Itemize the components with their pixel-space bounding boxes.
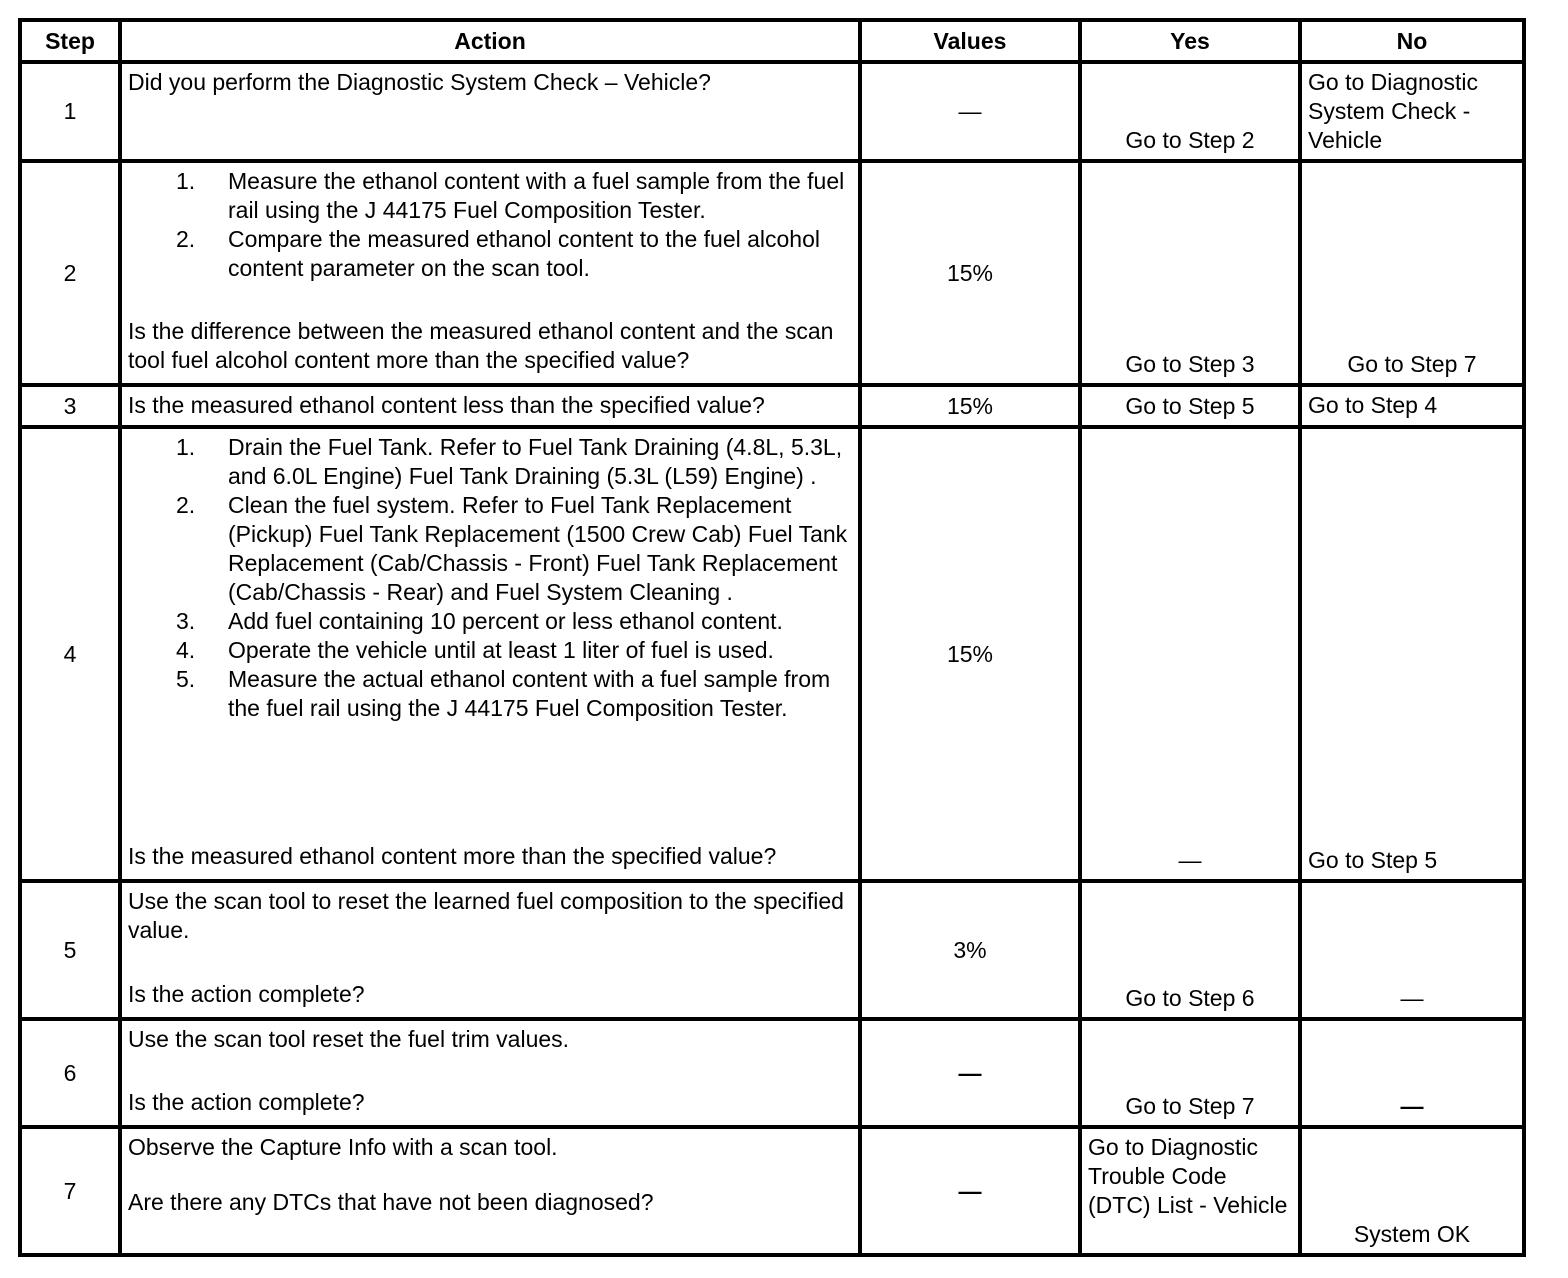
no-cell: System OK (1300, 1127, 1524, 1255)
no-cell: — (1300, 881, 1524, 1019)
table-row (20, 881, 1524, 1019)
list-item: 1. Measure the ethanol content with a fuel sample from the fuel rail using the J 44175 Fuel Composition Tester. (176, 168, 845, 223)
yes-cell: Go to Step 2 (1080, 62, 1300, 161)
step-number: 5 (20, 881, 120, 1019)
diagnostic-table (18, 18, 1526, 1257)
action-cell (120, 1019, 860, 1127)
list-item: 5. Measure the actual ethanol content with a fuel sample from the fuel rail using the J 44175 Fuel Composition Tester. (176, 666, 831, 721)
action-question: Is the action complete? (128, 981, 365, 1007)
table-row (20, 427, 1524, 881)
action-question: Are there any DTCs that have not been diagnosed? (128, 1189, 654, 1215)
list-item: 2. Clean the fuel system. Refer to Fuel Tank Replacement (Pickup) Fuel Tank Replacement (1500 Crew Cab) Fuel Tank Replacement (Cab/Chassis - Front) Fuel Tank Replacement (Cab/Chassis - Rear) and Fuel System Cleaning . (176, 492, 848, 605)
no-cell: — (1300, 1019, 1524, 1127)
yes-cell: Go to Diagnostic Trouble Code (DTC) List - Vehicle (1080, 1127, 1300, 1255)
action-steps-list (128, 167, 852, 283)
value-cell: 15% (860, 385, 1080, 427)
value-cell: 15% (860, 427, 1080, 881)
action-cell (120, 161, 860, 385)
step-number: 2 (20, 161, 120, 385)
table-row (20, 1019, 1524, 1127)
table-row (20, 62, 1524, 161)
step-number: 4 (20, 427, 120, 881)
step-number: 7 (20, 1127, 120, 1255)
yes-cell: Go to Step 6 (1080, 881, 1300, 1019)
action-intro: Use the scan tool to reset the learned fuel composition to the specified value. (128, 888, 844, 943)
yes-cell: Go to Step 5 (1080, 385, 1300, 427)
action-intro: Use the scan tool reset the fuel trim values. (128, 1026, 570, 1052)
action-question: Is the difference between the measured ethanol content and the scan tool fuel alcohol content more than the specified value? (128, 318, 834, 373)
action-cell (120, 881, 860, 1019)
value-cell: 3% (860, 881, 1080, 1019)
header-step: Step (20, 20, 120, 62)
step-number: 6 (20, 1019, 120, 1127)
action-steps-list (128, 433, 852, 723)
value-cell: — (860, 1127, 1080, 1255)
list-item: 1. Drain the Fuel Tank. Refer to Fuel Tank Draining (4.8L, 5.3L, and 6.0L Engine) Fuel Tank Draining (5.3L (L59) Engine) . (176, 434, 843, 489)
no-cell: Go to Step 4 (1300, 385, 1524, 427)
header-action: Action (120, 20, 860, 62)
no-cell: Go to Step 5 (1300, 427, 1524, 881)
step-number: 3 (20, 385, 120, 427)
value-cell: — (860, 62, 1080, 161)
header-no: No (1300, 20, 1524, 62)
step-number: 1 (20, 62, 120, 161)
value-cell: — (860, 1019, 1080, 1127)
action-cell (120, 427, 860, 881)
header-yes: Yes (1080, 20, 1300, 62)
action-intro: Observe the Capture Info with a scan tool. (128, 1134, 558, 1160)
yes-cell: Go to Step 3 (1080, 161, 1300, 385)
action-question: Is the action complete? (128, 1089, 365, 1115)
action-question: Is the measured ethanol content less than the specified value? (120, 385, 860, 427)
no-cell: Go to Step 7 (1300, 161, 1524, 385)
no-cell: Go to Diagnostic System Check - Vehicle (1300, 62, 1524, 161)
action-question: Did you perform the Diagnostic System Check – Vehicle? (120, 62, 860, 161)
header-values: Values (860, 20, 1080, 62)
action-cell (120, 1127, 860, 1255)
table-row (20, 385, 1524, 427)
yes-cell: — (1080, 427, 1300, 881)
list-item: 3. Add fuel containing 10 percent or less ethanol content. (176, 608, 783, 634)
action-question: Is the measured ethanol content more than the specified value? (128, 843, 777, 869)
table-row (20, 161, 1524, 385)
header-row (20, 20, 1524, 62)
diagnostic-page (18, 18, 1522, 1258)
value-cell: 15% (860, 161, 1080, 385)
list-item: 4. Operate the vehicle until at least 1 liter of fuel is used. (176, 637, 774, 663)
list-item: 2. Compare the measured ethanol content to the fuel alcohol content parameter on the scan tool. (176, 226, 820, 281)
yes-cell: Go to Step 7 (1080, 1019, 1300, 1127)
table-row (20, 1127, 1524, 1255)
